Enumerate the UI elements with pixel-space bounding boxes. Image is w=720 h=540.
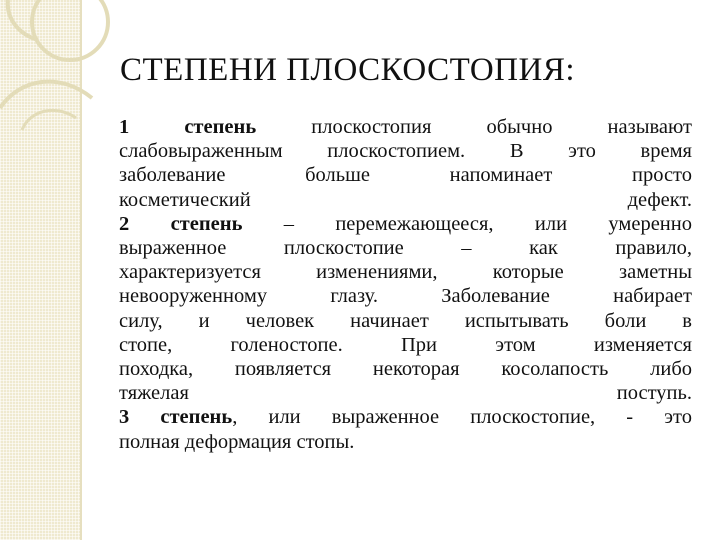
slide-title: СТЕПЕНИ ПЛОСКОСТОПИЯ: bbox=[120, 52, 576, 88]
paragraph-2-line-7: походка, появляется некоторая косолапость либо bbox=[119, 358, 692, 381]
paragraph-1-line-2: слабовыраженным плоскостопием. В это время bbox=[119, 140, 692, 163]
paragraph-1-line-4: косметический дефект. bbox=[119, 188, 692, 211]
degree-3-label: 3 степень bbox=[119, 406, 233, 429]
paragraph-1-line-1: 1 степень плоскостопия обычно называют bbox=[119, 116, 692, 138]
paragraph-2-line-1: 2 степень – перемежающееся, или умеренно bbox=[119, 212, 692, 235]
paragraph-2-line-3: характеризуется изменениями, которые заметны bbox=[119, 261, 692, 284]
degree-1-label: 1 степень bbox=[119, 116, 257, 138]
paragraph-3-line-2: полная деформация стопы. bbox=[119, 430, 355, 453]
paragraph-2-line-5: силу, и человек начинает испытывать боли в bbox=[119, 309, 692, 332]
degree-2-label: 2 степень bbox=[119, 212, 243, 235]
paragraph-2-line-4: невооруженному глазу. Заболевание набирает bbox=[119, 285, 692, 308]
decorative-swirl-icon bbox=[0, 0, 110, 140]
paragraph-1-line-3: заболевание больше напоминает просто bbox=[119, 164, 692, 187]
paragraph-3-line-1: 3 степень, или выраженное плоскостопие, - это bbox=[119, 406, 692, 429]
paragraph-2-line-2: выраженное плоскостопие – как правило, bbox=[119, 237, 692, 260]
slide-body-text bbox=[119, 115, 692, 454]
paragraph-2-line-6: стопе, голеностопе. При этом изменяется bbox=[119, 333, 692, 356]
paragraph-2-line-8: тяжелая поступь. bbox=[119, 382, 692, 405]
